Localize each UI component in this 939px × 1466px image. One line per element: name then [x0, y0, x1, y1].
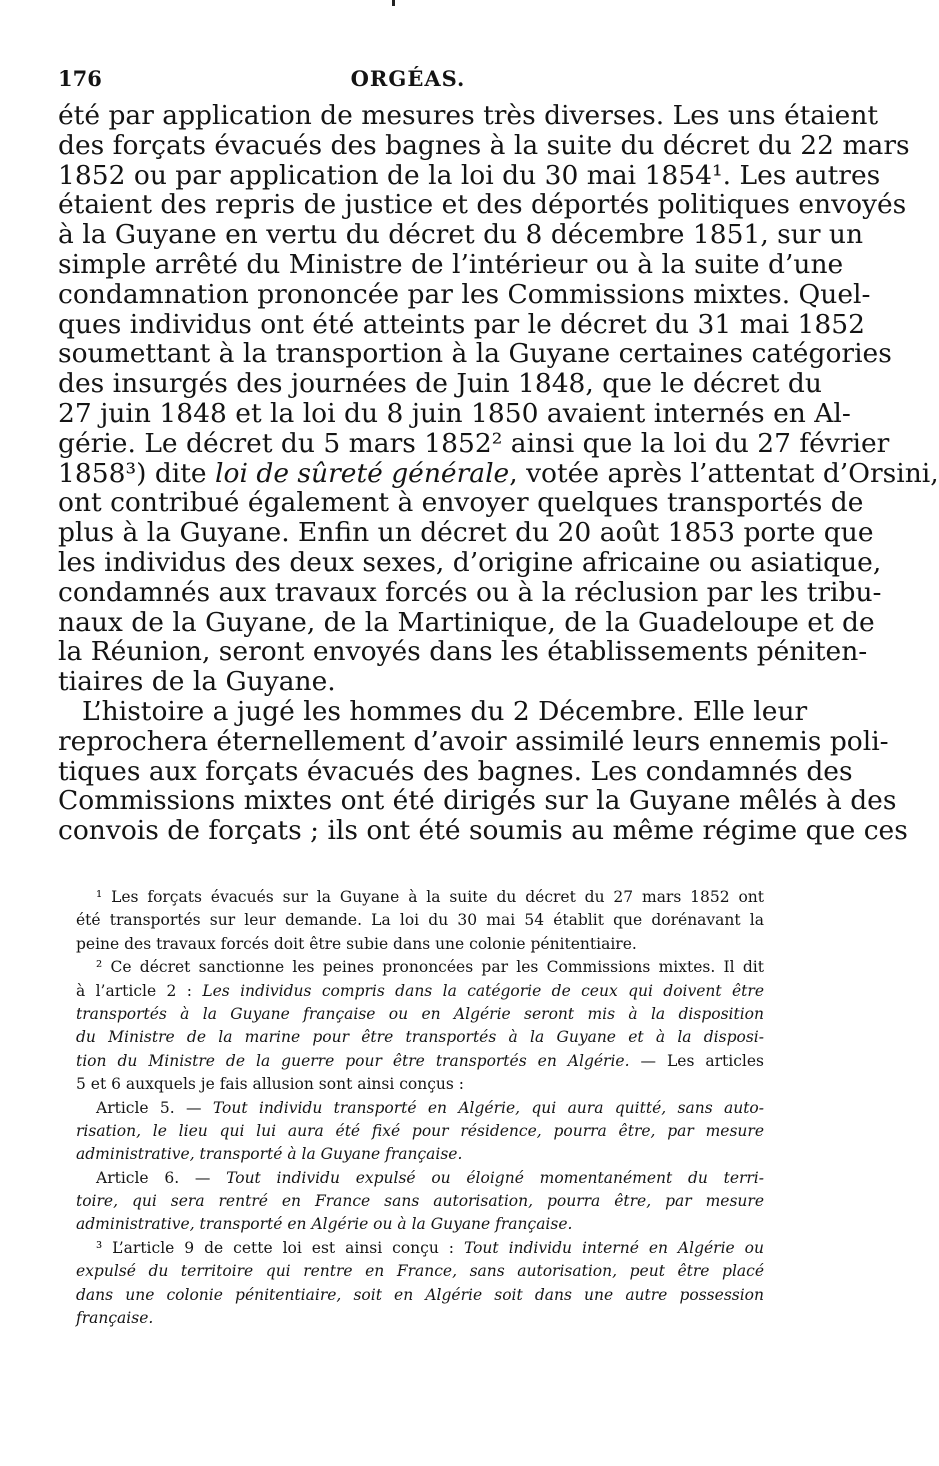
- footnote-line: été transportés sur leur demande. La loi du 30 mai 54 établit que dorénavant la: [76, 911, 764, 930]
- italic-quote: Tout individu interné en Algérie ou: [463, 1238, 764, 1257]
- text-line: soumettant à la transportion à la Guyane certaines catégories: [58, 338, 892, 370]
- text-line: naux de la Guyane, de la Martinique, de la Guadeloupe et de: [58, 606, 875, 638]
- text-line: gérie. Le décret du 5 mars 1852² ainsi que la loi du 27 février: [58, 427, 890, 459]
- footnote-line-with-italic: [76, 1050, 764, 1073]
- italic-quote: Tout individu transporté en Algérie, qui aura quitté, sans auto-: [212, 1098, 764, 1117]
- italic-quote: tion du Ministre de la guerre pour être transportés en Algérie.: [76, 1051, 630, 1070]
- footnote-line: 5 et 6 auxquels je fais allusion sont ainsi conçus :: [76, 1075, 465, 1094]
- main-text: [58, 100, 939, 847]
- footnote-line-with-italic: [76, 1097, 764, 1120]
- footnote-line: administrative, transporté en Algérie ou à la Guyane française.: [76, 1215, 573, 1234]
- text-line: ont contribué également à envoyer quelques transportés de: [58, 487, 864, 519]
- text-line: des insurgés des journées de Juin 1848, que le décret du: [58, 368, 822, 400]
- text-line: 27 juin 1848 et la loi du 8 juin 1850 avaient internés en Al-: [58, 397, 851, 429]
- text-line: L’histoire a jugé les hommes du 2 Décembre. Elle leur: [82, 695, 808, 727]
- text-line: des forçats évacués des bagnes à la suite du décret du 22 mars: [58, 129, 910, 161]
- text-line: étaient des repris de justice et des déportés politiques envoyés: [58, 189, 907, 221]
- footnote-line: du Ministre de la marine pour être transportés à la Guyane et à la disposi-: [76, 1028, 764, 1047]
- text-segment: à l’article 2 :: [76, 981, 203, 1000]
- footnote-line-with-italic: [76, 1167, 764, 1190]
- text-line: convois de forçats ; ils ont été soumis au même régime que ces: [58, 815, 908, 847]
- text-segment: Article 5. —: [96, 1098, 213, 1117]
- text-line: tiaires de la Guyane.: [58, 666, 336, 698]
- page-header: [58, 58, 758, 94]
- text-line: tiques aux forçats évacués des bagnes. Les condamnés des: [58, 755, 853, 787]
- footnote-line: ² Ce décret sanctionne les peines prononcées par les Commissions mixtes. Il dit: [96, 958, 764, 977]
- text-line: la Réunion, seront envoyés dans les établissements péniten-: [58, 636, 868, 668]
- text-line: été par application de mesures très diverses. Les uns étaient: [58, 100, 879, 131]
- footnote-line: française.: [76, 1309, 154, 1328]
- text-line: reprochera éternellement d’avoir assimilé leurs ennemis poli-: [58, 725, 889, 757]
- text-segment: — Les articles: [629, 1051, 764, 1070]
- text-line: à la Guyane en vertu du décret du 8 décembre 1851, sur un: [58, 219, 864, 251]
- text-line: 1852 ou par application de la loi du 30 mai 1854¹. Les autres: [58, 159, 881, 191]
- text-line: simple arrêté du Ministre de l’intérieur ou à la suite d’une: [58, 248, 844, 280]
- footnote-line: transportés à la Guyane française ou en Algérie seront mis à la disposition: [76, 1004, 764, 1023]
- running-title: ORGÉAS.: [350, 66, 466, 91]
- footnotes: [76, 886, 764, 1330]
- italic-term: loi de sûreté générale: [215, 457, 510, 489]
- footnote-line: risation, le lieu qui lui aura été fixé pour résidence, pourra être, par mesure: [76, 1121, 764, 1140]
- footnote-line: peine des travaux forcés doit être subie dans une colonie pénitentiaire.: [76, 934, 637, 953]
- text-line: plus à la Guyane. Enfin un décret du 20 août 1853 porte que: [58, 517, 874, 549]
- text-segment: Article 6. —: [96, 1168, 227, 1187]
- footnote-line-with-italic: [76, 980, 764, 1003]
- text-segment: , votée après l’attentat d’Orsini,: [509, 457, 939, 489]
- footnote-line: administrative, transporté à la Guyane française.: [76, 1145, 463, 1164]
- text-line: condamnés aux travaux forcés ou à la réclusion par les tribu-: [58, 576, 882, 608]
- text-line-with-italic: [58, 457, 939, 489]
- italic-quote: Les individus compris dans la catégorie de ceux qui doivent être: [202, 981, 764, 1000]
- footnote-line: expulsé du territoire qui rentre en France, sans autorisation, peut être placé: [76, 1262, 764, 1281]
- text-line: condamnation prononcée par les Commissions mixtes. Quel-: [58, 278, 871, 310]
- text-line: Commissions mixtes ont été dirigés sur la Guyane mêlés à des: [58, 785, 897, 817]
- top-edge-mark: [392, 0, 395, 6]
- footnote-line: ¹ Les forçats évacués sur la Guyane à la suite du décret du 27 mars 1852 ont: [96, 888, 764, 906]
- footnote-line: toire, qui sera rentré en France sans autorisation, pourra être, par mesure: [76, 1192, 764, 1211]
- footnote-line-with-italic: [76, 1237, 764, 1260]
- text-segment: 1858³) dite: [58, 457, 216, 489]
- footnote-line: dans une colonie pénitentiaire, soit en Algérie soit dans une autre possession: [76, 1285, 764, 1304]
- text-segment: ³ L’article 9 de cette loi est ainsi conçu :: [96, 1238, 464, 1257]
- page-number: 176: [58, 66, 102, 91]
- italic-quote: Tout individu expulsé ou éloigné momentanément du terri-: [226, 1168, 765, 1187]
- text-line: les individus des deux sexes, d’origine africaine ou asiatique,: [58, 546, 882, 578]
- text-line: ques individus ont été atteints par le décret du 31 mai 1852: [58, 308, 865, 340]
